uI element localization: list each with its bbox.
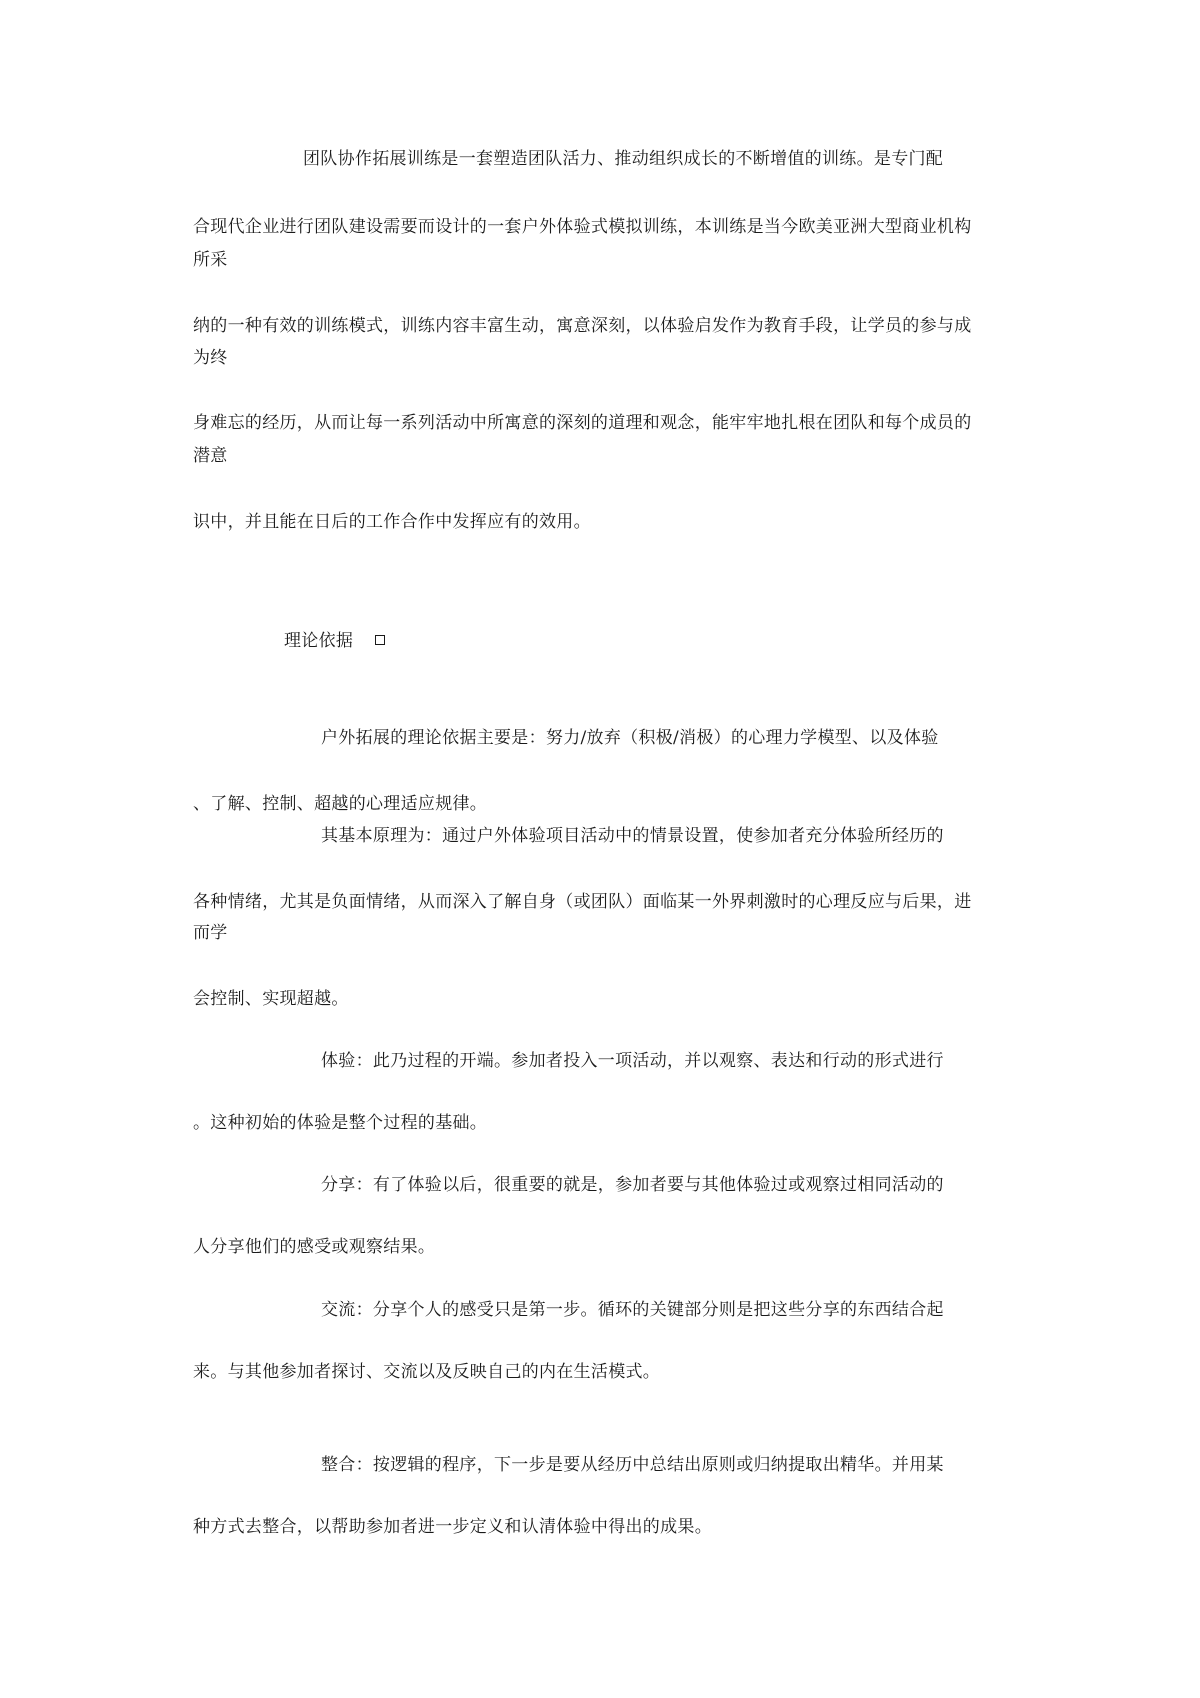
theory-line-6: 会控制、实现超越。 bbox=[193, 989, 349, 1009]
sharing-line-2: 人分享他们的感受或观察结果。 bbox=[193, 1237, 436, 1257]
theory-line-5: 而学 bbox=[193, 923, 228, 943]
exchange-line-2: 来。与其他参加者探讨、交流以及反映自己的内在生活模式。 bbox=[193, 1362, 661, 1382]
intro-line-2: 合现代企业进行团队建设需要而设计的一套户外体验式模拟训练，本训练是当今欧美亚洲大型商业机构 bbox=[193, 217, 972, 237]
intro-line-4: 纳的一种有效的训练模式，训练内容丰富生动，寓意深刻，以体验启发作为教育手段，让学员的参与成 bbox=[193, 316, 972, 336]
integration-line-1: 整合：按逻辑的程序，下一步是要从经历中总结出原则或归纳提取出精华。并用某 bbox=[321, 1455, 944, 1475]
intro-line-1: 团队协作拓展训练是一套塑造团队活力、推动组织成长的不断增值的训练。是专门配 bbox=[303, 149, 944, 169]
intro-line-6: 身难忘的经历，从而让每一系列活动中所寓意的深刻的道理和观念，能牢牢地扎根在团队和每个成员的 bbox=[193, 413, 972, 433]
exchange-line-1: 交流：分享个人的感受只是第一步。循环的关键部分则是把这些分享的东西结合起 bbox=[321, 1300, 944, 1320]
sharing-line-1: 分享：有了体验以后，很重要的就是，参加者要与其他体验过或观察过相同活动的 bbox=[321, 1175, 944, 1195]
experience-line-1: 体验：此乃过程的开端。参加者投入一项活动，并以观察、表达和行动的形式进行 bbox=[321, 1051, 944, 1071]
intro-line-3: 所采 bbox=[193, 250, 228, 270]
section-heading-text: 理论依据 bbox=[284, 631, 354, 651]
intro-line-5: 为终 bbox=[193, 348, 228, 368]
theory-line-4: 各种情绪，尤其是负面情绪，从而深入了解自身（或团队）面临某一外界刺激时的心理反应与后果，进 bbox=[193, 892, 972, 912]
intro-line-7: 潜意 bbox=[193, 446, 228, 466]
theory-line-2: 、了解、控制、超越的心理适应规律。 bbox=[193, 794, 488, 814]
intro-line-8: 识中，并且能在日后的工作合作中发挥应有的效用。 bbox=[193, 512, 591, 532]
square-bullet-icon bbox=[375, 635, 385, 645]
experience-line-2: 。这种初始的体验是整个过程的基础。 bbox=[193, 1113, 488, 1133]
theory-line-1: 户外拓展的理论依据主要是：努力/放弃（积极/消极）的心理力学模型、以及体验 bbox=[321, 728, 939, 748]
integration-line-2: 种方式去整合，以帮助参加者进一步定义和认清体验中得出的成果。 bbox=[193, 1517, 712, 1537]
theory-line-3: 其基本原理为：通过户外体验项目活动中的情景设置，使参加者充分体验所经历的 bbox=[321, 826, 944, 846]
section-heading bbox=[284, 628, 385, 654]
